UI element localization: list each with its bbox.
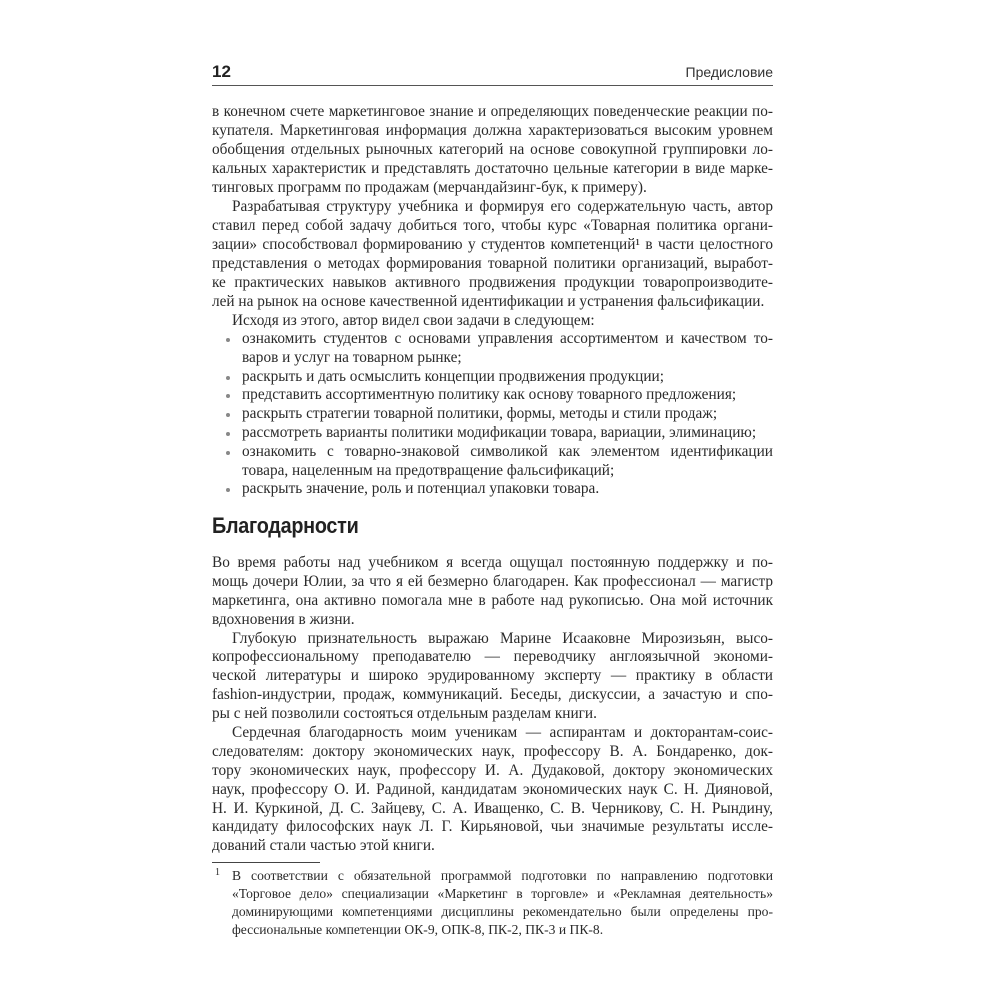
footnote-marker: 1: [215, 867, 220, 878]
bullet-icon: [226, 413, 230, 417]
text-line: доминирующими компетенциями дисциплины рекомендательно были определены про-: [232, 904, 773, 919]
paragraph: [212, 724, 773, 856]
text-line: раскрыть стратегии товарной политики, формы, методы и стили продаж;: [242, 405, 718, 423]
text-line: ознакомить студентов с основами управления ассортиментом и качеством то-: [242, 330, 773, 347]
text-line: раскрыть и дать осмыслить концепции продвижения продукции;: [242, 367, 664, 385]
bullet-icon: [226, 432, 230, 436]
text-line: Исходя из этого, автор видел свои задачи в следующем:: [232, 312, 595, 329]
list-item: [212, 368, 773, 387]
text-line: ческой литературы и широко эрудированному эксперту — практику в области: [212, 667, 773, 685]
text-line: зации» способствовал формированию у студентов компетенций¹ в части целостного: [212, 236, 773, 253]
text-line: ры с ней позволили состояться отдельным разделам книги.: [212, 705, 597, 723]
text-line: кандидату философских наук Л. Г. Кирьяновой, чьи значимые результаты иссле-: [212, 818, 773, 836]
text-line: Н. И. Куркиной, Д. С. Зайцеву, С. А. Иващенко, С. В. Черникову, С. Н. Рындину,: [212, 799, 773, 817]
list-item: [212, 386, 773, 405]
running-header: [212, 62, 773, 84]
text-line: тору экономических наук, профессору И. А. Дудаковой, доктору экономических: [212, 761, 773, 779]
paragraph: [212, 197, 773, 311]
text-line: Во время работы над учебником я всегда ощущал постоянную поддержку и по-: [212, 554, 773, 571]
text-line: купателя. Маркетинговая информация должна характеризоваться высоким уровнем: [212, 122, 773, 139]
text-line: маркетинга, она активно помогала мне в работе над рукописью. Она мой источник: [212, 591, 773, 609]
list-item: [212, 443, 773, 481]
text-line: мощь дочери Юлии, за что я ей безмерно благодарен. Как профессионал — магистр: [212, 572, 773, 590]
text-line: рассмотреть варианты политики модификации товара, вариации, элиминацию;: [242, 423, 757, 441]
text-line: в конечном счете маркетинговое знание и определяющих поведенческие реакции по-: [212, 103, 773, 120]
bullet-icon: [226, 338, 230, 342]
text-line: наук, профессору О. И. Радиной, кандидатам экономических наук С. Н. Дияновой,: [212, 780, 773, 798]
section-heading: Благодарности: [212, 513, 359, 538]
text-line: Сердечная благодарность моим ученикам — аспирантам и докторантам-соис-: [232, 724, 773, 742]
text-line: копрофессиональному преподавателю — переводчику англоязычной экономи-: [212, 648, 773, 666]
text-line: ознакомить с товарно-знаковой символикой как элементом идентификации: [242, 442, 773, 460]
header-divider: [212, 85, 773, 86]
paragraph: [212, 102, 773, 197]
text-line: товара, нацеленным на предотвращение фальсификаций;: [242, 461, 615, 479]
text-line: тинговых программ по продажам (мерчандайзинг-бук, к примеру).: [212, 179, 647, 196]
section-title: Предисловие: [685, 64, 773, 80]
page-number: 12: [212, 62, 231, 81]
bullet-icon: [226, 376, 230, 380]
text-line: Разрабатывая структуру учебника и формируя его содержательную часть, автор: [232, 198, 773, 215]
acknowledgements-text: [212, 554, 773, 856]
text-line: представить ассортиментную политику как основу товарного предложения;: [242, 386, 737, 404]
text-line: представления о методах формирования товарной политики организаций, выработ-: [212, 255, 773, 272]
text-line: фессиональные компетенции ОК-9, ОПК-8, ПК-2, ПК-3 и ПК-8.: [232, 922, 604, 937]
paragraph: [212, 311, 773, 330]
intro-text: [212, 102, 773, 330]
task-list: [212, 330, 773, 499]
bullet-icon: [226, 488, 230, 492]
list-item: [212, 424, 773, 443]
text-line: вдохновения в жизни.: [212, 610, 355, 628]
text-line: fashion-индустрии, продаж, коммуникаций. Беседы, дискуссии, а зачастую и спо-: [212, 686, 773, 704]
footnote-divider: [212, 862, 320, 863]
text-line: варов и услуг на товарном рынке;: [242, 348, 462, 366]
text-line: В соответствии с обязательной программой подготовки по направлению подготовки: [232, 868, 773, 883]
text-line: ке практических навыков активного продвижения продукции товаропроизводите-: [212, 274, 773, 291]
text-line: дований стали частью этой книги.: [212, 837, 435, 855]
text-line: следователям: доктору экономических наук, профессору В. А. Бондаренко, док-: [212, 742, 773, 760]
list-item: [212, 330, 773, 368]
text-line: раскрыть значение, роль и потенциал упаковки товара.: [242, 480, 600, 498]
text-line: кальных характеристик и представлять достаточно цельные категории в виде марке-: [212, 160, 773, 177]
list-item: [212, 480, 773, 499]
list-item: [212, 405, 773, 424]
text-line: лей на рынок на основе качественной идентификации и устранения фальсификации.: [212, 293, 765, 310]
bullet-icon: [226, 394, 230, 398]
text-line: обобщения отдельных рыночных категорий на основе совокупной группировки ло-: [212, 141, 773, 158]
footnote: [212, 867, 773, 939]
text-line: «Торговое дело» специализации «Маркетинг в торговле» и «Рекламная деятельность»: [232, 886, 773, 901]
text-line: Глубокую признательность выражаю Марине Исааковне Мирозизьян, высо-: [232, 629, 773, 647]
paragraph: [212, 630, 773, 724]
paragraph: [212, 554, 773, 630]
text-line: ставил перед собой задачу добиться того, чтобы курс «Товарная политика органи-: [212, 217, 773, 234]
bullet-icon: [226, 451, 230, 455]
